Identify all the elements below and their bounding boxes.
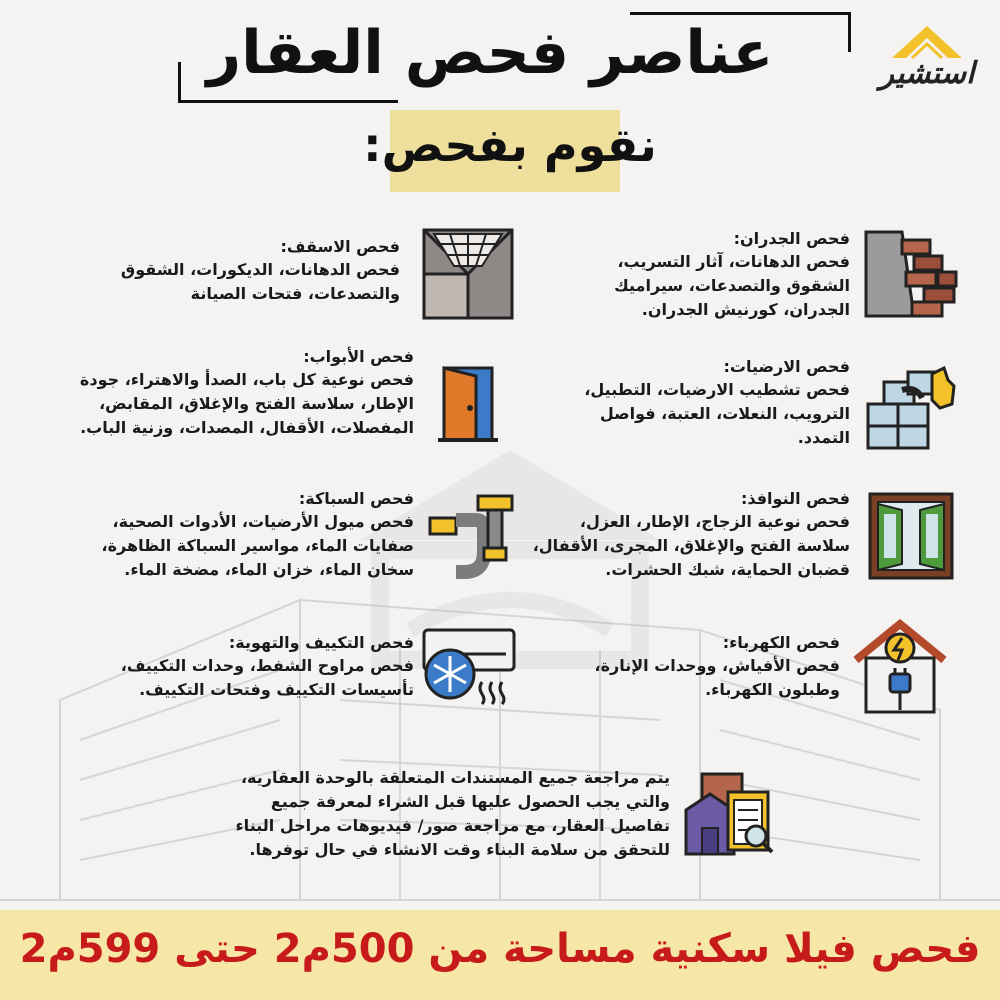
plumbing-title: فحص السباكة: — [298, 489, 414, 508]
windows-line: قضبان الحماية، شبك الحشرات. — [605, 560, 850, 579]
walls-line: فحص الدهانات، آثار التسريب، — [617, 252, 850, 271]
documents-line: والتي يجب الحصول عليها قبل الشراء لمعرفة جميع — [270, 792, 670, 811]
plumbing-inspection — [70, 488, 414, 582]
ceiling-line: فحص الدهانات، الديكورات، الشقوق — [120, 260, 400, 279]
ac-line: تأسيسات التكييف وفتحات التكييف. — [139, 680, 414, 699]
electric-line: فحص الأفياش، ووحدات الإنارة، — [594, 656, 840, 675]
doors-line: المفصلات، الأقفال، المصدات، وزنية الباب. — [80, 418, 414, 437]
door-icon — [436, 364, 500, 444]
ceiling-inspection — [100, 236, 400, 306]
documents-line: تفاصيل العقار، مع مراجعة صور/ فيديوهات مراحل البناء — [235, 816, 670, 835]
electric-title: فحص الكهرباء: — [722, 633, 840, 652]
floors-inspection — [540, 356, 850, 450]
brand-logo — [872, 18, 982, 98]
ceiling-line: والتصدعات، فتحات الصيانة — [190, 284, 400, 303]
walls-inspection — [560, 228, 850, 322]
windows-line: سلاسة الفتح والإغلاق، المجرى، الأقفال، — [532, 536, 850, 555]
floors-line: الترويب، النعلات، العتبة، فواصل — [599, 404, 850, 423]
floors-title: فحص الارضيات: — [723, 357, 850, 376]
brick-wall-icon — [862, 226, 960, 322]
footer-text: فحص فيلا سكنية مساحة من 500م2 حتى 599م2 — [19, 926, 981, 972]
window-icon — [866, 490, 956, 582]
air-conditioner-icon — [420, 624, 518, 706]
floors-line: التمدد. — [797, 428, 850, 447]
documents-line: يتم مراجعة جميع المستندات المتعلقة بالوحدة العقاريه، — [240, 768, 670, 787]
ceiling-icon — [420, 226, 516, 322]
ceiling-title: فحص الاسقف: — [280, 237, 400, 256]
electric-line: وطبلون الكهرباء. — [705, 680, 840, 699]
walls-title: فحص الجدران: — [733, 229, 850, 248]
windows-inspection — [500, 488, 850, 582]
walls-line: الجدران، كورنيش الجدران. — [641, 300, 850, 319]
walls-line: الشقوق والتصدعات، سيراميك — [614, 276, 850, 295]
floor-tiles-icon — [862, 364, 958, 452]
windows-title: فحص النوافذ: — [740, 489, 850, 508]
pipe-icon — [426, 490, 522, 582]
floors-line: فحص تشطيب الارضيات، التطبيل، — [584, 380, 850, 399]
page-subtitle: نقوم بفحص: — [363, 118, 657, 172]
windows-line: فحص نوعية الزجاج، الإطار، العزل، — [579, 512, 850, 531]
doors-title: فحص الأبواب: — [303, 347, 414, 366]
documents-line: للتحقق من سلامة البناء وقت الانشاء في حال توفرها. — [249, 840, 670, 859]
ac-inspection — [80, 632, 414, 702]
ac-title: فحص التكييف والتهوية: — [228, 633, 414, 652]
logo-text: استشير — [879, 56, 975, 91]
documents-review — [200, 766, 670, 862]
documents-inspection-icon — [682, 770, 778, 858]
doors-line: فحص نوعية كل باب، الصدأ والاهتراء، جودة — [79, 370, 414, 389]
plumbing-line: صفايات الماء، مواسير السباكة الظاهرة، — [101, 536, 414, 555]
page-title: عناصر فحص العقار — [206, 18, 774, 88]
house-electric-icon — [852, 618, 948, 716]
plumbing-line: سخان الماء، خزان الماء، مضخة الماء. — [124, 560, 414, 579]
doors-line: الإطار، سلاسة الفتح والإغلاق، المقابض، — [99, 394, 414, 413]
ac-line: فحص مراوح الشفط، وحدات التكييف، — [120, 656, 414, 675]
electric-inspection — [560, 632, 840, 702]
doors-inspection — [64, 346, 414, 440]
title-frame-line — [848, 12, 851, 52]
plumbing-line: فحص ميول الأرضيات، الأدوات الصحية، — [112, 512, 414, 531]
title-frame-line — [630, 12, 850, 15]
